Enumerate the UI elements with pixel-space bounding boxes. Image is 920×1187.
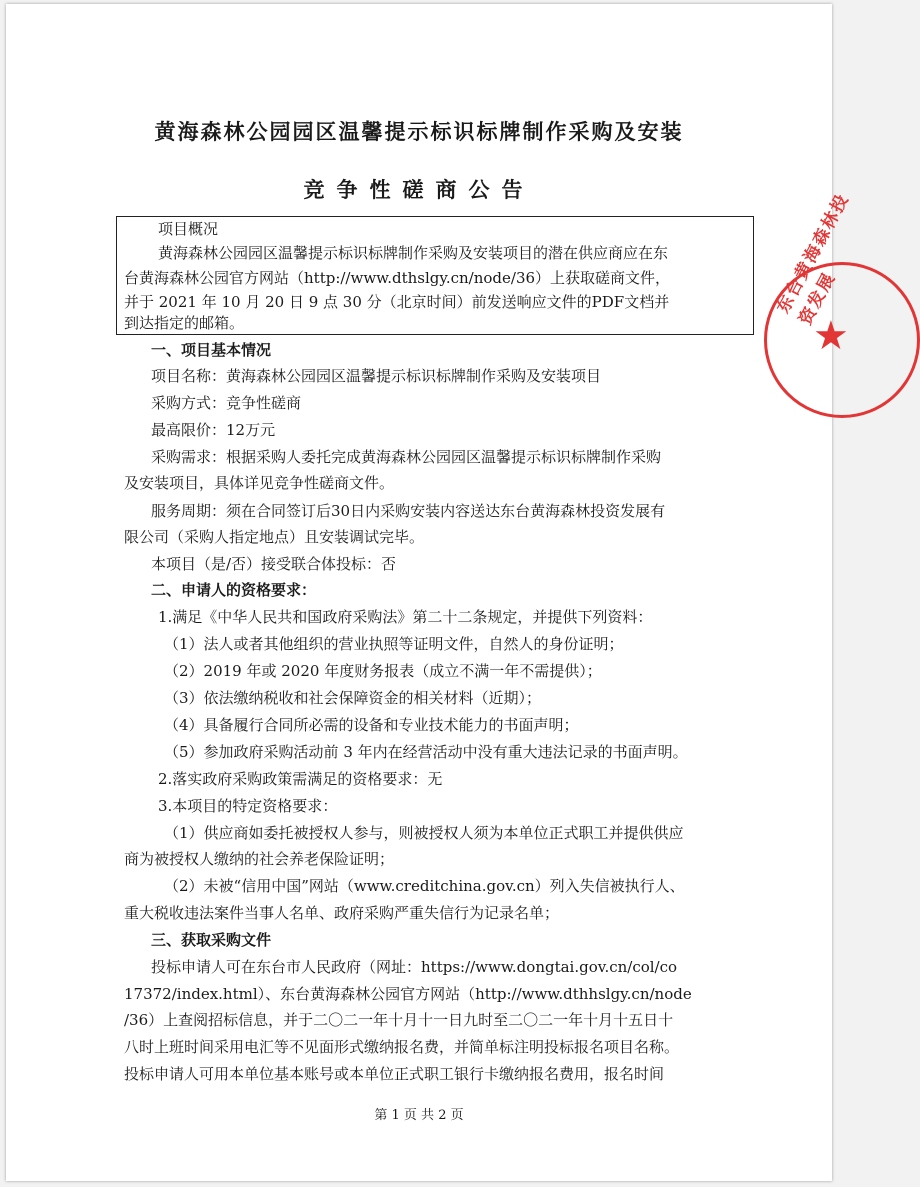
body-line: 17372/index.html）、东台黄海森林公园官方网站（http://www.dthhslgy.cn/node	[124, 985, 692, 1003]
body-line: （4）具备履行合同所必需的设备和专业技术能力的书面声明；	[164, 716, 579, 734]
body-line: 投标申请人可在东台市人民政府（网址：https://www.dongtai.gov.cn/col/co	[151, 958, 678, 976]
body-line: 投标申请人可用本单位基本账号或本单位正式职工银行卡缴纳报名费用，报名时间	[124, 1065, 665, 1083]
section-heading: 二、申请人的资格要求：	[151, 581, 317, 599]
body-line: 项目名称：黄海森林公园园区温馨提示标识标牌制作采购及安装项目	[151, 367, 602, 385]
body-line: 八时上班时间采用电汇等不见面形式缴纳报名费，并简单标注明投标报名项目名称。	[124, 1038, 680, 1056]
company-seal	[764, 189, 920, 418]
body-line: 服务周期：须在合同签订后30日内采购安装内容送达东台黄海森林投资发展有	[151, 502, 666, 520]
body-line: 采购需求：根据采购人委托完成黄海森林公园园区温馨提示标识标牌制作采购	[151, 448, 662, 466]
overview-line: 黄海森林公园园区温馨提示标识标牌制作采购及安装项目的潜在供应商应在东	[158, 244, 669, 262]
overview-line: 台黄海森林公园官方网站（http://www.dthslgy.cn/node/36）上获取磋商文件，	[124, 269, 671, 287]
overview-label: 项目概况	[158, 220, 219, 238]
title-line-1: 黄海森林公园园区温馨提示标识标牌制作采购及安装	[154, 119, 684, 144]
page-footer: 第 1 页 共 2 页	[374, 1108, 464, 1123]
body-line: 商为被授权人缴纳的社会养老保险证明；	[124, 850, 395, 868]
overview-line: 并于 2021 年 10 月 20 日 9 点 30 分（北京时间）前发送响应文件的PDF文档并	[124, 293, 670, 311]
seal-text: 东台黄海森林投资发展	[773, 189, 854, 329]
body-line: （5）参加政府采购活动前 3 年内在经营活动中没有重大违法记录的书面声明。	[164, 743, 688, 761]
seal-star-icon: ★	[813, 313, 849, 359]
title-line-2: 竞争性磋商公告	[303, 177, 535, 202]
body-line: 及安装项目，具体详见竞争性磋商文件。	[124, 474, 395, 492]
body-line: （3）依法缴纳税收和社会保障资金的相关材料（近期）；	[164, 689, 542, 707]
body-line: （2）未被“信用中国”网站（www.creditchina.gov.cn）列入失信被执行人、	[164, 877, 685, 895]
document-page	[6, 4, 854, 1181]
body-line: /36）上查阅招标信息，并于二〇二一年十月十一日九时至二〇二一年十月十五日十	[124, 1011, 674, 1029]
body-line: 最高限价：12万元	[151, 421, 276, 439]
section-heading: 一、项目基本情况	[151, 341, 272, 359]
body-line: 本项目（是/否）接受联合体投标：否	[151, 555, 397, 573]
body-line: （2）2019 年或 2020 年度财务报表（成立不满一年不需提供）；	[164, 662, 602, 680]
body-line: 1.满足《中华人民共和国政府采购法》第二十二条规定，并提供下列资料：	[158, 608, 653, 626]
body-line: 2.落实政府采购政策需满足的资格要求：无	[158, 770, 443, 788]
body-line: 限公司（采购人指定地点）且安装调试完毕。	[124, 528, 425, 546]
overview-line: 到达指定的邮箱。	[124, 314, 245, 332]
body-line: （1）供应商如委托被授权人参与，则被授权人须为本单位正式职工并提供供应	[164, 824, 684, 842]
body-line: 3.本项目的特定资格要求：	[158, 797, 338, 815]
section-heading: 三、获取采购文件	[151, 931, 272, 949]
body-line: 重大税收违法案件当事人名单、政府采购严重失信行为记录名单；	[124, 904, 560, 922]
body-line: 采购方式：竞争性磋商	[151, 394, 302, 412]
body-line: （1）法人或者其他组织的营业执照等证明文件，自然人的身份证明；	[164, 635, 624, 653]
